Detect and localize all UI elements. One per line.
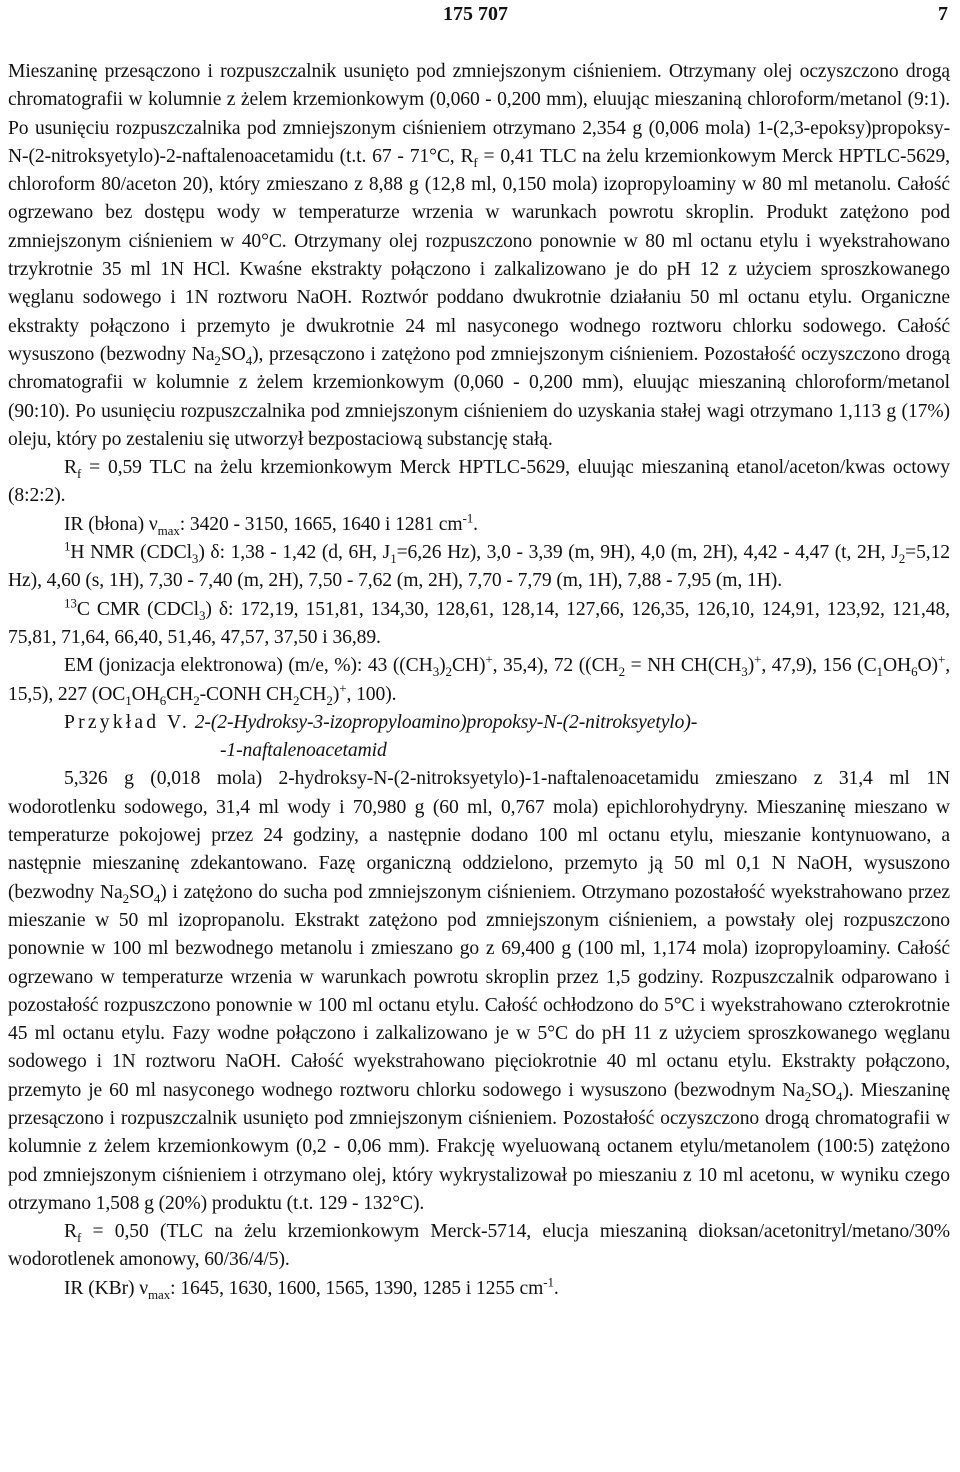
document-body xyxy=(8,58,950,1303)
paragraph-cnmr: $^{13}$C CMR (CDCl$_3$) δ: 172,19, 151,81, 134,30, 128,61, 128,14, 127,66, 126,35, 126,10, 124,91, 123,92, 121,48, 75,81, 71,64, 66,40, 51,46, 47,57, 37,50 i 36,89. xyxy=(8,595,950,648)
example-title-line-1: 2-(2-Hydroksy-3-izopropyloamino)propoksy-N-(2-nitroksyetylo)- xyxy=(194,711,698,733)
paragraph-ir-2: IR (KBr) $\nu_{max}$: 1645, 1630, 1600, 1565, 1390, 1285 i 1255 $cm^{-1}$. xyxy=(64,1274,559,1302)
paragraph-em: EM (jonizacja elektronowa) (m/e, %): 43 $((CH_3)_2CH)^+$, 35,4), 72 (($CH_2$ = NH $CH(CH_3)^+$, 47,9), 156 $(C_1OH_6O)^+$, 15,5), 227 ($OC_1OH_6CH_2$-CONH $CH_2CH_2)^+$, 100). xyxy=(8,651,950,708)
paragraph-rf-2: $R_f = 0,50$ (TLC na żelu krzemionkowym Merck-5714, elucja mieszaniną dioksan/acetonitryl/metano/30% wodorotlenek amonowy, 60/36/4/5). xyxy=(8,1221,950,1271)
paragraph-ir-1: IR (błona) $\nu_{max}$: 3420 - 3150, 1665, 1640 i 1281 $cm^{-1}$. xyxy=(64,510,478,538)
example-heading xyxy=(8,709,950,737)
page-number: 7 xyxy=(938,3,948,25)
example-title-continuation: -1-naftalenoacetamid xyxy=(220,740,387,762)
paragraph-hnmr: $^1$H NMR (CDCl$_3$) δ: 1,38 - 1,42 (d, 6H, $J_1=6,26$ Hz), 3,0 - 3,39 (m, 9H), 4,0 (m, 2H), 4,42 - 4,47 (t, 2H, $J_2=5,12$ Hz), 4,60 (s, 1H), 7,30 - 7,40 (m, 2H), 7,50 - 7,62 (m, 2H), 7,70 - 7,79 (m, 1H), 7,88 - 7,95 (m, 1H). xyxy=(8,538,950,592)
example-label: Przykład V. xyxy=(64,711,190,733)
patent-number: 175 707 xyxy=(443,3,508,25)
paragraph-procedure-2: 5,326 g (0,018 mola) 2-hydroksy-N-(2-nitroksyetylo)-1-naftalenoacetamidu zmieszano z 31,4 ml 1N wodorotlenku sodowego, 31,4 ml wody i 70,980 g (60 ml, 0,767 mola) epichlorohydryny. Mieszaninę mieszano w temperaturze pokojowej przez 24 godziny, a następnie dodano 100 ml octanu etylu, mieszanie kontynuowano, a następnie mieszaninę zdekantowano. Fazę organiczną oddzielono, przemyto ją 50 ml 0,1 N NaOH, wysuszono (bezwodny $Na_2SO_4$) i zatężono do sucha pod zmniejszonym ciśnieniem. Otrzymano pozostałość wyekstrahowano przez mieszanie w 50 ml izopropanolu. Ekstrakt zatężono pod zmniejszonym ciśnieniem, a powstały olej rozpuszczono ponownie w 100 ml bezwodnego metanolu i zmieszano go z 69,400 g (100 ml, 1,174 mola) izopropyloaminy. Całość ogrzewano w temperaturze wrzenia w warunkach powrotu skroplin przez 1,5 godziny. Rozpuszczalnik odparowano i pozostałość rozpuszczono ponownie w 100 ml octanu etylu. Całość ochłodzono do 5°C i wyekstrahowano czterokrotnie 45 ml octanu etylu. Fazy wodne połączono i zalkalizowano je w 5°C do pH 11 z użyciem sproszkowanego węglanu sodowego i 1N roztworu NaOH. Całość wyekstrahowano pięciokrotnie 40 ml octanu etylu. Ekstrakty połączono, przemyto je 60 ml nasyconego wodnego roztworu chlorku sodowego i wysuszono (bezwodnym $Na_2SO_4$). Mieszaninę przesączono i rozpuszczalnik usunięto pod zmniejszonym ciśnieniem. Pozostałość oczyszczono drogą chromatografii w kolumnie z żelem krzemionkowym (0,2 - 0,06 mm). Frakcję wyeluowaną octanem etylu/metanolem (100:5) zatężono pod zmniejszonym ciśnieniem i otrzymano olej, który wykrystalizował po mieszaniu z 10 ml acetonu, w wyniku czego otrzymano 1,508 g (20%) produktu (t.t. 129 - 132°C). xyxy=(8,768,950,1214)
page-header xyxy=(8,0,950,30)
paragraph-procedure-1: Mieszaninę przesączono i rozpuszczalnik usunięto pod zmniejszonym ciśnieniem. Otrzymany olej oczyszczono drogą chromatografii w kolumnie z żelem krzemionkowym (0,060 - 0,200 mm), eluując mieszaniną chloroform/metanol (9:1). Po usunięciu rozpuszczalnika pod zmniejszonym ciśnieniem otrzymano 2,354 g (0,006 mola) 1-(2,3-epoksy)propoksy-N-(2-nitroksyetylo)-2-naftalenoacetamidu (t.t. 67 - 71°C, $R_f = 0,41$ TLC na żelu krzemionkowym Merck HPTLC-5629, chloroform 80/aceton 20), który zmieszano z 8,88 g (12,8 ml, 0,150 mola) izopropyloaminy w 80 ml metanolu. Całość ogrzewano bez dostępu wody w temperaturze wrzenia w warunkach powrotu skroplin. Produkt zatężono pod zmniejszonym ciśnieniem w 40°C. Otrzymany olej rozpuszczono ponownie w 80 ml octanu etylu i wyekstrahowano trzykrotnie 35 ml 1N HCl. Kwaśne ekstrakty połączono i zalkalizowano je do pH 12 z użyciem sproszkowanego węglanu sodowego i 1N roztworu NaOH. Roztwór poddano dwukrotnie działaniu 50 ml octanu etylu. Organiczne ekstrakty połączono i przemyto je dwukrotnie 24 ml nasyconego wodnego roztworu chlorku sodowego. Całość wysuszono (bezwodny $Na_2SO_4$), przesączono i zatężono pod zmniejszonym ciśnieniem. Pozostałość oczyszczono drogą chromatografii w kolumnie z żelem krzemionkowym (0,060 - 0,200 mm), eluując mieszaniną chloroform/metanol (90:10). Po usunięciu rozpuszczalnika pod zmniejszonym ciśnieniem do uzyskania stałej wagi otrzymano 1,113 g (17%) oleju, który po zestaleniu się utworzył bezpostaciową substancję stałą. xyxy=(8,61,950,450)
paragraph-rf-1: $R_f = 0,59$ TLC na żelu krzemionkowym Merck HPTLC-5629, eluując mieszaniną etanol/aceton/kwas octowy (8:2:2). xyxy=(8,457,950,507)
